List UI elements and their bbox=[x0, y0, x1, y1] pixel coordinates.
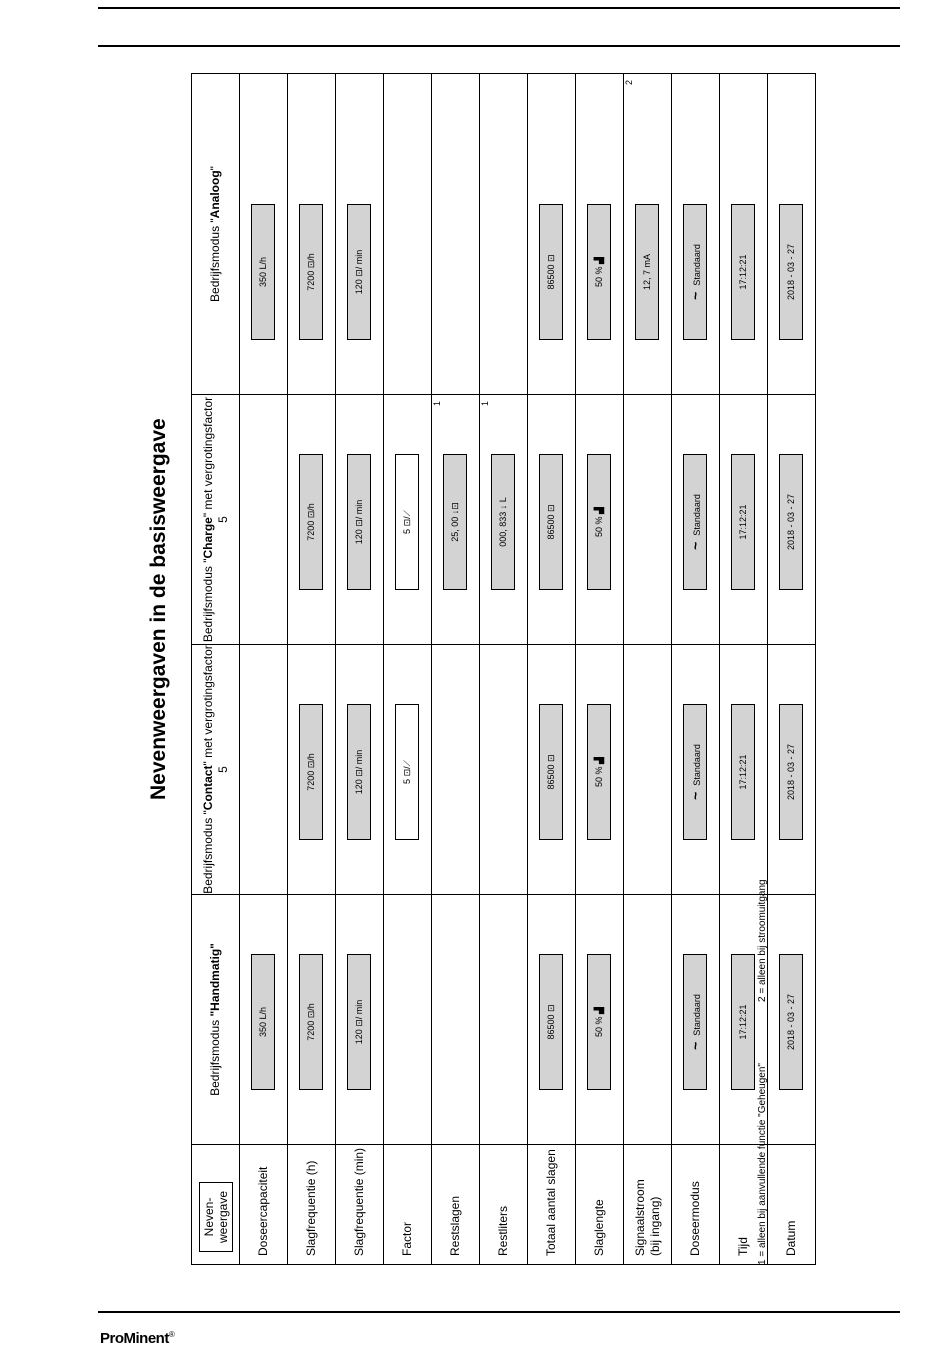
display-value: 17:12:21 bbox=[731, 454, 755, 590]
value-cell bbox=[528, 645, 576, 895]
display-value: 2018 - 03 - 27 bbox=[779, 204, 803, 340]
header-first-cell bbox=[192, 1145, 240, 1265]
display-value: 2018 - 03 - 27 bbox=[779, 954, 803, 1090]
value-cell bbox=[576, 395, 624, 645]
value-cell bbox=[336, 645, 384, 895]
value-cell bbox=[288, 895, 336, 1145]
display-value: 25, 00 ↓⊡ bbox=[443, 454, 467, 590]
footnote-marker: 2 bbox=[624, 80, 634, 86]
value-cell bbox=[432, 395, 480, 645]
table-row bbox=[480, 74, 528, 1265]
value-cell bbox=[336, 895, 384, 1145]
display-value: 350 L/h bbox=[251, 204, 275, 340]
value-cell bbox=[480, 395, 528, 645]
value-cell bbox=[480, 895, 528, 1145]
header-row bbox=[192, 74, 240, 1265]
row-label: Slagfrequentie (h) bbox=[288, 1145, 336, 1265]
value-cell bbox=[720, 645, 768, 895]
wave-icon: ~ bbox=[687, 291, 703, 300]
value-cell bbox=[336, 74, 384, 395]
table-row bbox=[432, 74, 480, 1265]
value-cell bbox=[576, 645, 624, 895]
value-cell bbox=[288, 395, 336, 645]
wave-icon: ~ bbox=[687, 1041, 703, 1050]
value-cell bbox=[576, 74, 624, 395]
value-cell bbox=[288, 74, 336, 395]
value-cell bbox=[384, 74, 432, 395]
wave-icon: ~ bbox=[687, 541, 703, 550]
display-value: 120 ⊡/ min bbox=[347, 954, 371, 1090]
display-text: Standaard bbox=[692, 244, 702, 286]
row-label: Slagfrequentie (min) bbox=[336, 1145, 384, 1265]
prominent-logo: ProMinent® bbox=[100, 1330, 175, 1347]
value-cell bbox=[384, 645, 432, 895]
row-label: Restliters bbox=[480, 1145, 528, 1265]
table-row bbox=[624, 74, 672, 1265]
display-value bbox=[683, 704, 707, 840]
display-value: 50 % ▟ bbox=[587, 454, 611, 590]
display-text: Standaard bbox=[692, 494, 702, 536]
display-value: 120 ⊡/ min bbox=[347, 454, 371, 590]
row-label: Slaglengte bbox=[576, 1145, 624, 1265]
value-cell bbox=[720, 74, 768, 395]
value-cell bbox=[768, 395, 816, 645]
value-cell bbox=[240, 395, 288, 645]
display-value bbox=[683, 954, 707, 1090]
value-cell bbox=[432, 895, 480, 1145]
row-label: Doseercapaciteit bbox=[240, 1145, 288, 1265]
display-value: 2018 - 03 - 27 bbox=[779, 704, 803, 840]
table-row bbox=[288, 74, 336, 1265]
table-row bbox=[576, 74, 624, 1265]
display-value: 50 % ▟ bbox=[587, 954, 611, 1090]
table-row bbox=[384, 74, 432, 1265]
display-value bbox=[683, 204, 707, 340]
row-label: Doseermodus bbox=[672, 1145, 720, 1265]
value-cell bbox=[240, 895, 288, 1145]
display-value: 86500 ⊡ bbox=[539, 454, 563, 590]
table-row bbox=[240, 74, 288, 1265]
value-cell bbox=[384, 895, 432, 1145]
footnote-1: 1 = alleen bij aanvullende functie "Geheugen" bbox=[757, 1063, 768, 1265]
display-value: 50 % ▟ bbox=[587, 204, 611, 340]
value-cell bbox=[768, 645, 816, 895]
display-text: Standaard bbox=[692, 744, 702, 786]
display-value: 000, 833 ↓ L bbox=[491, 454, 515, 590]
display-value: 7200 ⊡/h bbox=[299, 954, 323, 1090]
display-value: 86500 ⊡ bbox=[539, 954, 563, 1090]
header-analoog: Bedrijfsmodus "Analoog" bbox=[192, 74, 240, 395]
wave-icon: ~ bbox=[687, 791, 703, 800]
rotated-page bbox=[145, 65, 798, 1300]
value-cell bbox=[432, 645, 480, 895]
display-value bbox=[683, 454, 707, 590]
row-label: Tijd bbox=[720, 1145, 768, 1265]
value-cell bbox=[432, 74, 480, 395]
display-value: 120 ⊡/ min bbox=[347, 704, 371, 840]
header-rule bbox=[98, 45, 900, 47]
display-text: Standaard bbox=[692, 994, 702, 1036]
value-cell bbox=[624, 895, 672, 1145]
value-cell bbox=[288, 645, 336, 895]
display-value: 350 L/h bbox=[251, 954, 275, 1090]
display-value: 5 ⊡/⟋ bbox=[395, 454, 419, 590]
value-cell bbox=[624, 395, 672, 645]
row-label: Totaal aantal slagen bbox=[528, 1145, 576, 1265]
footer-rule bbox=[98, 1311, 900, 1313]
page-title: Nevenweergaven in de basisweergave bbox=[147, 418, 170, 800]
value-cell bbox=[576, 895, 624, 1145]
value-cell bbox=[480, 74, 528, 395]
table-row bbox=[672, 74, 720, 1265]
display-value: 5 ⊡/⟋ bbox=[395, 704, 419, 840]
header-charge: Bedrijfsmodus "Charge" met vergrotingsfactor 5 bbox=[192, 395, 240, 645]
footnote-2: 2 = alleen bij stroomuitgang bbox=[757, 879, 768, 1002]
top-rule bbox=[98, 7, 900, 9]
footnote-marker: 1 bbox=[432, 401, 442, 407]
value-cell bbox=[672, 74, 720, 395]
overview-table bbox=[191, 73, 816, 1265]
display-value: 50 % ▟ bbox=[587, 704, 611, 840]
display-value: 86500 ⊡ bbox=[539, 704, 563, 840]
display-value: 12, 7 mA bbox=[635, 204, 659, 340]
table-row bbox=[336, 74, 384, 1265]
display-value: 17:12:21 bbox=[731, 954, 755, 1090]
header-handmatig: Bedrijfsmodus "Handmatig" bbox=[192, 895, 240, 1145]
row-label: Signaalstroom (bij ingang) bbox=[624, 1145, 672, 1265]
row-label: Restslagen bbox=[432, 1145, 480, 1265]
value-cell bbox=[528, 74, 576, 395]
display-value: 17:12:21 bbox=[731, 204, 755, 340]
display-value: 7200 ⊡/h bbox=[299, 704, 323, 840]
value-cell bbox=[624, 645, 672, 895]
display-value: 17:12:21 bbox=[731, 704, 755, 840]
display-value: 2018 - 03 - 27 bbox=[779, 454, 803, 590]
neven-box: Neven- weergave bbox=[199, 1182, 233, 1252]
value-cell bbox=[240, 74, 288, 395]
value-cell bbox=[672, 895, 720, 1145]
display-value: 7200 ⊡/h bbox=[299, 454, 323, 590]
table-row bbox=[528, 74, 576, 1265]
display-value: 7200 ⊡/h bbox=[299, 204, 323, 340]
table-row bbox=[768, 74, 816, 1265]
value-cell bbox=[480, 645, 528, 895]
value-cell bbox=[528, 895, 576, 1145]
value-cell bbox=[672, 645, 720, 895]
value-cell bbox=[528, 395, 576, 645]
value-cell bbox=[672, 395, 720, 645]
value-cell bbox=[720, 395, 768, 645]
row-label: Datum bbox=[768, 1145, 816, 1265]
value-cell bbox=[240, 645, 288, 895]
display-value: 86500 ⊡ bbox=[539, 204, 563, 340]
row-label: Factor bbox=[384, 1145, 432, 1265]
value-cell bbox=[768, 895, 816, 1145]
value-cell bbox=[336, 395, 384, 645]
footnote-marker: 1 bbox=[480, 401, 490, 407]
value-cell bbox=[624, 74, 672, 395]
header-contact: Bedrijfsmodus "Contact" met vergrotingsfactor 5 bbox=[192, 645, 240, 895]
value-cell bbox=[768, 74, 816, 395]
display-value: 120 ⊡/ min bbox=[347, 204, 371, 340]
value-cell bbox=[384, 395, 432, 645]
